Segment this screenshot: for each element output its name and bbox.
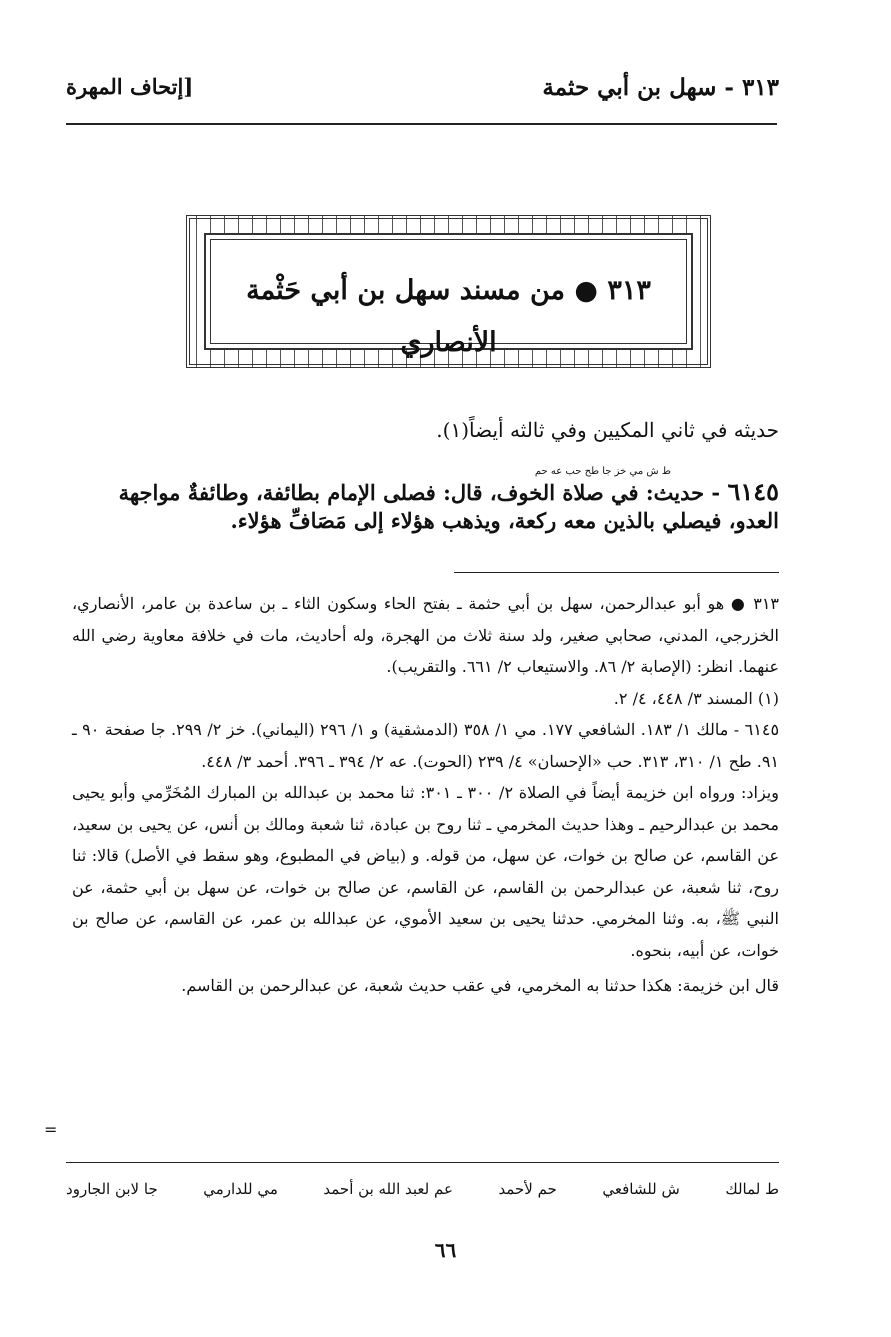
section-title-line2: الأنصاري <box>400 327 497 358</box>
footnote-rule <box>454 572 779 573</box>
footnote-1: (١) المسند ٣/ ٤٤٨، ٤/ ٢. <box>613 688 779 708</box>
hadith-text: - حديث: في صلاة الخوف، قال: فصلى الإمام بطائفة، وطائفةٌ مواجهة العدو، فيصلي بالذين معه ركعة، ويذهب هؤلاء إلى مَصَافِّ هؤلاء. <box>118 480 779 533</box>
footnote-ibn-khuzayma: قال ابن خزيمة: هكذا حدثنا به المخرمي، في عقب حديث شعبة، عن عبدالرحمن بن القاسم. <box>181 976 779 995</box>
legend-item: مي للدارمي <box>203 1180 278 1198</box>
ornamental-title-frame <box>186 215 711 368</box>
footnote-biography: ٣١٣ ● هو أبو عبدالرحمن، سهل بن أبي حثمة ـ بفتح الحاء وسكون الثاء ـ بن ساعدة بن عامر، الأنصاري، الخزرجي، المدني، صحابي صغير، ولد سنة ثلاث من الهجرة، وله أحاديث، مات في خلافة معاوية رضي الله عنهما. انظر: (الإصابة ٢/ ٨٦. والاستيعاب ٢/ ٦٦١. والتقريب). <box>72 594 779 676</box>
legend-rule <box>66 1162 779 1163</box>
continuation-mark: = <box>44 1120 58 1139</box>
legend-item: حم لأحمد <box>498 1180 557 1198</box>
legend-item: عم لعبد الله بن أحمد <box>323 1180 453 1198</box>
intro-line: حديثه في ثاني المكيين وفي ثالثه أيضاً(١). <box>436 418 779 442</box>
title-frame-inner <box>204 233 693 358</box>
hadith-entry <box>66 466 779 535</box>
section-title-line1: ٣١٣ ● من مسند سهل بن أبي حَثْمة <box>246 275 651 306</box>
sigla-legend <box>66 1180 779 1198</box>
running-header-left: [إتحاف المهرة <box>66 74 194 99</box>
running-header-right: ٣١٣ - سهل بن أبي حثمة <box>542 74 779 101</box>
hadith-sigla: ط ش مي خز جا طح حب عه حم <box>534 466 671 477</box>
footnote-addition: ويزاد: ورواه ابن خزيمة أيضاً في الصلاة ٢/ ٣٠٠ ـ ٣٠١: ثنا محمد بن عبدالله بن المبارك المُخَرِّمي وأبو يحيى محمد بن عبدالرحيم ـ وهذا حديث المخرمي ـ ثنا روح بن عبادة، ثنا شعبة ومالك بن أنس، عن يحيى بن سعيد، عن القاسم، عن صالح بن خوات، عن سهل، من قوله. و (بياض في المطبوع، وهو سقط في الأصل) قالا: ثنا روح، ثنا شعبة، عن عبدالرحمن بن القاسم، عن القاسم، عن صالح بن خوات، عن سهل بن أبي حثمة، عن النبي ﷺ، به. وثنا المخرمي. حدثنا يحيى بن سعيد الأموي، عن عبدالله بن عمر، عن القاسم، عن صالح بن خوات، عن أبيه، بنحوه. <box>72 783 779 960</box>
hadith-number: ٦١٤٥ <box>727 477 779 506</box>
footnotes <box>72 588 779 1002</box>
page-number: ٦٦ <box>434 1238 457 1262</box>
section-title <box>206 265 691 369</box>
header-rule <box>66 123 777 125</box>
footnote-takhrij: ٦١٤٥ - مالك ١/ ١٨٣. الشافعي ١٧٧. مي ١/ ٣٥٨ (الدمشقية) و ١/ ٢٩٦ (اليماني). خز ٢/ ٢٩٩. جا صفحة ٩٠ ـ ٩١. طح ١/ ٣١٠، ٣١٣. حب «الإحسان» ٤/ ٢٣٩ (الحوت). عه ٢/ ٣٩٤ ـ ٣٩٦. أحمد ٣/ ٤٤٨. <box>72 720 780 771</box>
legend-item: ط لمالك <box>725 1180 779 1198</box>
legend-item: جا لابن الجارود <box>66 1180 158 1198</box>
legend-item: ش للشافعي <box>602 1180 680 1198</box>
